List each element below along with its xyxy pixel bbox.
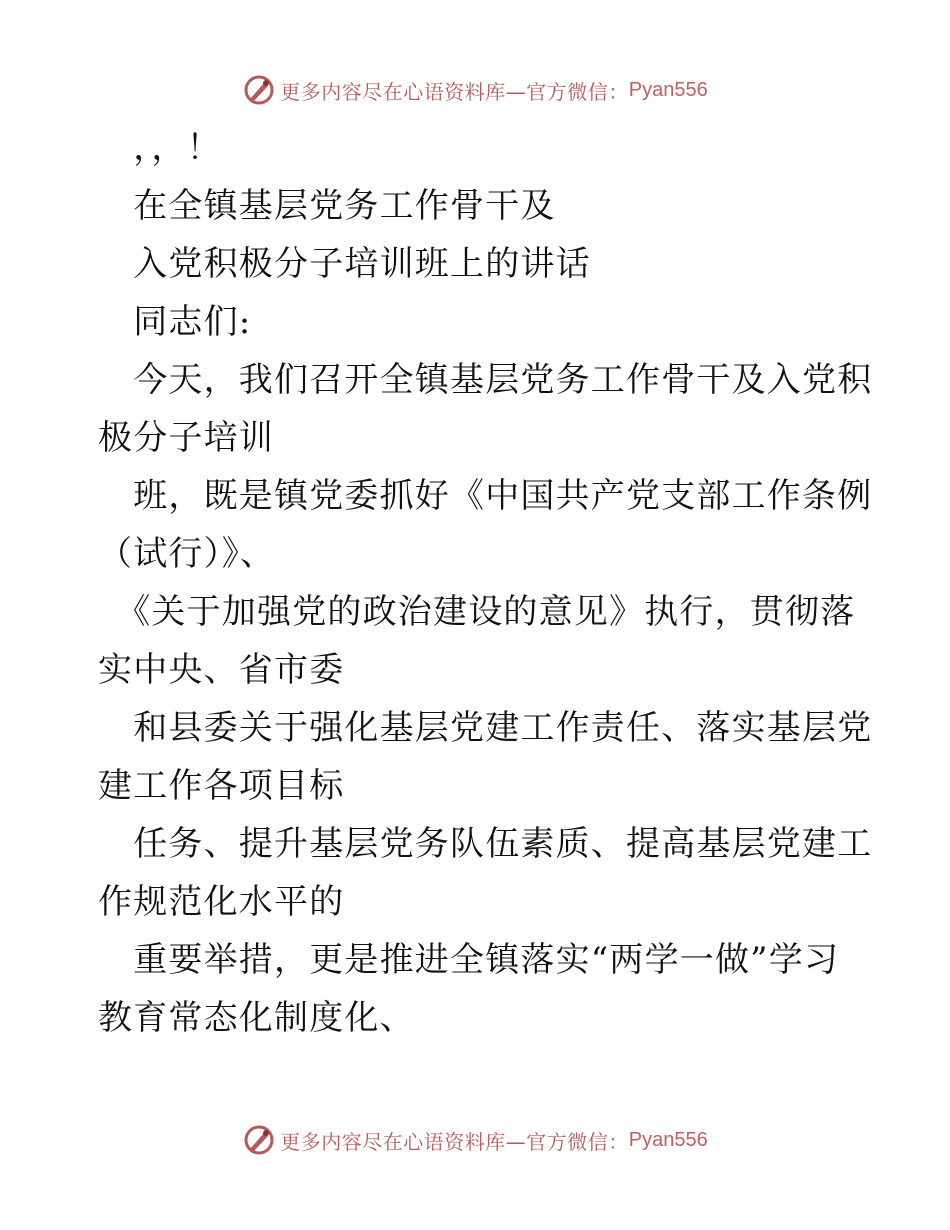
text-line-15: 重要举措，更是推进全镇落实“两学一做”学习 xyxy=(98,940,840,980)
text-line-7: 班，既是镇党委抓好《中国共产党支部工作条例 xyxy=(98,476,873,516)
text-line-1: ，，！ xyxy=(98,128,222,168)
text-line-10: 实中央、省市委 xyxy=(98,650,345,690)
text-line-5: 今天，我们召开全镇基层党务工作骨干及入党积 xyxy=(98,360,873,400)
text-line-12: 建工作各项目标 xyxy=(98,766,345,806)
footer-watermark-account: Pyan556 xyxy=(628,1128,708,1151)
text-line-3: 入党积极分子培训班上的讲话 xyxy=(98,244,591,284)
header-watermark-account: Pyan556 xyxy=(628,78,708,101)
text-line-4: 同志们: xyxy=(98,302,252,342)
text-line-16: 教育常态化制度化、 xyxy=(98,998,415,1038)
text-line-8: （试行）》、 xyxy=(98,534,276,574)
header-watermark-text: 更多内容尽在心语资料库—官方微信： xyxy=(280,79,629,104)
footer-watermark-text: 更多内容尽在心语资料库—官方微信： xyxy=(280,1129,629,1154)
text-line-13: 任务、提升基层党务队伍素质、提高基层党建工 xyxy=(98,824,873,864)
footer-watermark xyxy=(0,1122,950,1158)
text-line-9: 《关于加强党的政治建设的意见》执行，贯彻落 xyxy=(98,592,856,632)
text-line-6: 极分子培训 xyxy=(98,418,274,458)
text-line-11: 和县委关于强化基层党建工作责任、落实基层党 xyxy=(98,708,873,748)
text-line-2: 在全镇基层党务工作骨干及 xyxy=(98,186,556,226)
text-line-14: 作规范化水平的 xyxy=(98,882,345,922)
pen-logo-icon xyxy=(242,1123,276,1157)
